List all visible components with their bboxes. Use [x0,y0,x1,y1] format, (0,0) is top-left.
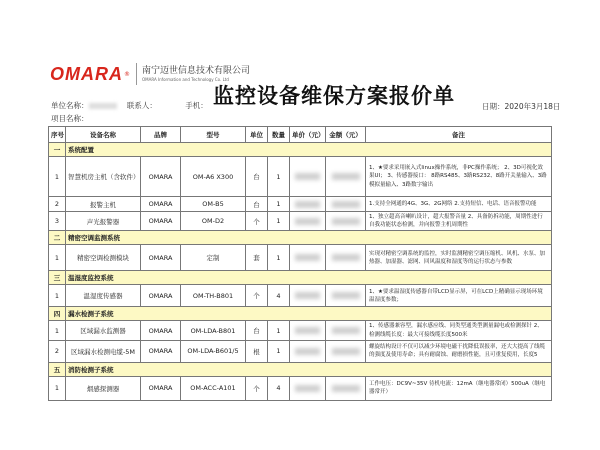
page-bottom-fade [0,430,600,450]
section-number: 二 [49,231,66,245]
model: OM-LDA-B601/5 [181,340,246,362]
company-name-cn: 南宁迈世信息技术有限公司 [142,65,251,76]
device-name: 精密空调检测模块 [66,245,141,271]
model: OM-ACC-A101 [181,376,246,400]
table-row [49,197,552,212]
item-number: 2 [49,197,66,212]
remarks: 工作电压：DC9V~35V 待机电流：12mA（继电器常闭）500uA（继电器常开） [366,376,552,400]
item-number: 1 [49,245,66,271]
section-row [49,231,552,245]
page-title: 监控设备维保方案报价单 [213,84,455,108]
col-header: 数量 [268,127,290,143]
unit-name-label: 单位名称： [51,101,117,110]
model: OM-LDA-B801 [181,321,246,340]
col-header: 单价（元） [290,127,326,143]
remarks: 1、传感器兼容型，漏水感应线、同类型通类型测量漏电或检测探针 2、检测线缆长度：最大可接线缆长度500米 [366,321,552,340]
amount-redacted [326,285,366,307]
quantity: 1 [268,321,290,340]
brand: OMARA [141,245,181,271]
brand: OMARA [141,157,181,197]
section-row [49,143,552,157]
device-name: 声光报警器 [66,212,141,231]
remarks: 1、★要求温湿度传感器自带LCD显示屏，可在LCD上精确显示现场环境温湿度参数； [366,285,552,307]
remarks: 实现对精密空调系统的监控，实时监测精密空调压缩机、风机、水泵、加热器、加湿器、滤网、回风温度和湿度等的运行状态与参数 [366,245,552,271]
amount-redacted [326,321,366,340]
section-number: 四 [49,307,66,321]
unit-price-redacted [290,376,326,400]
table-row [49,285,552,307]
brand: OMARA [141,340,181,362]
device-name: 智慧机房主机（含软件） [66,157,141,197]
device-name: 烟感探测器 [66,376,141,400]
unit: 台 [246,157,268,197]
section-number: 一 [49,143,66,157]
device-name: 区域漏水检测电缆-5M [66,340,141,362]
remarks: 1、★要求采用嵌入式linux操作系统，非PC操作系统； 2、3D可视化效果UI； 3、传感器接口： 8路RS485、3路RS232、8路开关量输入、3路模拟量输入、3路数字输出 [366,157,552,197]
unit-price-redacted [290,157,326,197]
col-header: 序号 [49,127,66,143]
brand: OMARA [141,197,181,212]
section-number: 五 [49,362,66,376]
amount-redacted [326,245,366,271]
omara-logo-mark: OMARA [50,63,123,84]
quantity: 4 [268,285,290,307]
section-name: 精密空调监测系统 [66,231,552,245]
unit: 套 [246,245,268,271]
item-number: 3 [49,212,66,231]
quantity: 4 [268,376,290,400]
table-row [49,245,552,271]
amount-redacted [326,340,366,362]
brand: OMARA [141,376,181,400]
item-number: 1 [49,376,66,400]
quote-date: 日期：2020年3月18日 [482,102,561,111]
section-row [49,362,552,376]
model: OM-A6 X300 [181,157,246,197]
section-name: 漏水检测子系统 [66,307,552,321]
unit: 台 [246,321,268,340]
amount-redacted [326,376,366,400]
amount-redacted [326,157,366,197]
quantity: 1 [268,157,290,197]
table-row [49,212,552,231]
project-name-row [51,113,89,124]
brand: OMARA [141,212,181,231]
device-name: 区域漏水监测器 [66,321,141,340]
unit: 台 [246,197,268,212]
section-row [49,271,552,285]
section-name: 温湿度监控系统 [66,271,552,285]
logo-divider [136,63,137,85]
unit: 根 [246,340,268,362]
table-row [49,157,552,197]
col-header: 金额（元） [326,127,366,143]
table-row [49,321,552,340]
col-header: 备注 [366,127,552,143]
phone-label: 手机： [185,101,208,110]
quantity: 1 [268,197,290,212]
amount-redacted [326,212,366,231]
quantity: 1 [268,212,290,231]
unit-price-redacted [290,340,326,362]
unit-price-redacted [290,245,326,271]
contact-label: 联系人： [126,101,157,110]
item-number: 1 [49,321,66,340]
quantity: 1 [268,340,290,362]
unit: 个 [246,376,268,400]
col-header: 单位 [246,127,268,143]
unit: 个 [246,285,268,307]
table-header-row [49,127,552,143]
remarks: 螺旋结构设计不仅可以减少环境电磁干扰降低误报率，还大大提高了线缆的强度及使用寿命；具有耐腐蚀、耐磨损性能，且可重复使用，长度5 [366,340,552,362]
unit: 个 [246,212,268,231]
unit-price-redacted [290,212,326,231]
item-number: 2 [49,340,66,362]
quotation-table [48,126,552,401]
section-name: 消防检测子系统 [66,362,552,376]
item-number: 1 [49,285,66,307]
quantity: 1 [268,245,290,271]
amount-redacted [326,197,366,212]
remarks: 1、独立超高音喇叭设计，超大报警音量 2、具备防拆功能，周期性进行自我功能状态检测，并向报警主机周期性 [366,212,552,231]
brand: OMARA [141,321,181,340]
section-row [49,307,552,321]
model: OM-D2 [181,212,246,231]
item-number: 1 [49,157,66,197]
section-number: 三 [49,271,66,285]
device-name: 温湿度传感器 [66,285,141,307]
unit-price-redacted [290,321,326,340]
unit-price-redacted [290,285,326,307]
brand: OMARA [141,285,181,307]
company-name-en: OMARA Information and Technology Co. Ltd [142,76,229,82]
section-name: 系统配置 [66,143,552,157]
device-name: 报警主机 [66,197,141,212]
table-row [49,340,552,362]
remarks: 1.支持全网通的4G、3G、2G网络 2.支持短信、电话、语音报警功能 [366,197,552,212]
col-header: 设备名称 [66,127,141,143]
model: 定制 [181,245,246,271]
table-row [49,376,552,400]
model: OM-B5 [181,197,246,212]
model: OM-TH-B801 [181,285,246,307]
customer-info-row [51,100,234,111]
registered-mark: ® [124,70,130,78]
project-name-label: 项目名称： [51,114,89,123]
col-header: 品牌 [141,127,181,143]
unit-price-redacted [290,197,326,212]
col-header: 型号 [181,127,246,143]
